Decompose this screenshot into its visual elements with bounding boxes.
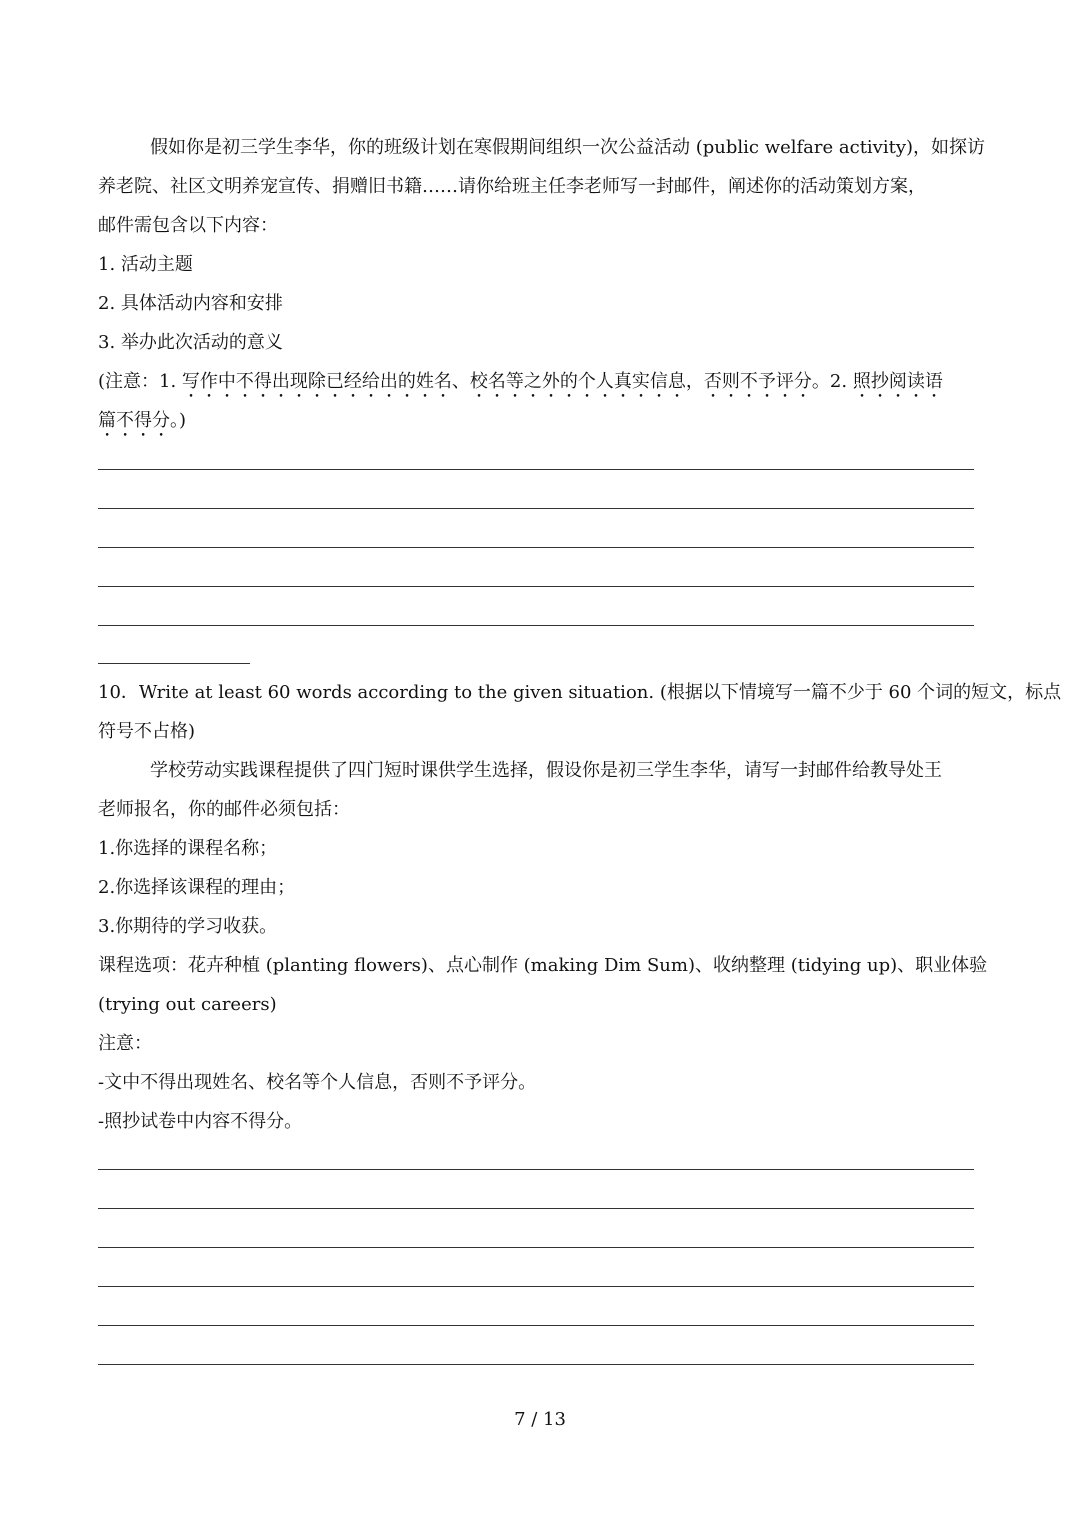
short-writing-line[interactable]: [98, 663, 250, 664]
writing-line[interactable]: [98, 1364, 974, 1365]
writing-line[interactable]: [98, 625, 974, 626]
section2-point-2: 2.你选择该课程的理由；: [98, 877, 296, 898]
course-options-line2: (trying out careers): [98, 994, 277, 1015]
section2-point-3: 3.你期待的学习收获。: [98, 916, 278, 937]
question-10-line2: 符号不占格): [98, 721, 196, 742]
writing-line[interactable]: [98, 1247, 974, 1248]
writing-line[interactable]: [98, 1169, 974, 1170]
section2-note-2: -照抄试卷中内容不得分。: [98, 1111, 303, 1132]
note-prefix: (注意：1.: [98, 371, 182, 392]
section2-intro-line1: 学校劳动实践课程提供了四门短时课供学生选择，假设你是初三学生李华，请写一封邮件给教导处王: [150, 760, 942, 781]
writing-line[interactable]: [98, 586, 974, 587]
course-options-line1: 课程选项：花卉种植 (planting flowers)、点心制作 (making Dim Sum)、收纳整理 (tidying up)、职业体验: [98, 955, 988, 976]
note-mid: 。2.: [811, 371, 853, 392]
section1-note-line2: [98, 401, 988, 441]
section1-note-line1: [98, 362, 988, 402]
note-emphasis-1: 写作中不得出现除已经给出的姓名、校名等之外的个人真实信息，否则不予评分: [181, 371, 812, 392]
section2-note-1: -文中不得出现姓名、校名等个人信息，否则不予评分。: [98, 1072, 537, 1093]
note-emphasis-3: 篇不得分: [98, 410, 170, 431]
section1-intro-line2: 养老院、社区文明养宠宣传、捐赠旧书籍……请你给班主任李老师写一封邮件，阐述你的活动策划方案，: [98, 176, 926, 197]
page-number: 7 / 13: [514, 1409, 566, 1430]
section1-intro-line3: 邮件需包含以下内容：: [98, 215, 278, 236]
section1-point-2: 2. 具体活动内容和安排: [98, 293, 283, 314]
writing-line[interactable]: [98, 1286, 974, 1287]
section1-point-3: 3. 举办此次活动的意义: [98, 332, 283, 353]
section2-point-1: 1.你选择的课程名称；: [98, 838, 278, 859]
note-suffix: 。): [170, 410, 187, 431]
section1-intro-line1: 假如你是初三学生李华，你的班级计划在寒假期间组织一次公益活动 (public welfare activity)，如探访: [150, 137, 986, 158]
writing-line[interactable]: [98, 508, 974, 509]
writing-line[interactable]: [98, 1208, 974, 1209]
writing-line[interactable]: [98, 547, 974, 548]
question-10-line1: 10．Write at least 60 words according to the given situation. (根据以下情境写一篇不少于 60 个词的短文，标点: [98, 682, 1062, 703]
section2-note-title: 注意：: [98, 1033, 152, 1054]
section1-point-1: 1. 活动主题: [98, 254, 193, 275]
note-emphasis-2: 照抄阅读语: [852, 371, 943, 392]
section2-intro-line2: 老师报名，你的邮件必须包括：: [98, 799, 350, 820]
writing-line[interactable]: [98, 1325, 974, 1326]
writing-line[interactable]: [98, 469, 974, 470]
